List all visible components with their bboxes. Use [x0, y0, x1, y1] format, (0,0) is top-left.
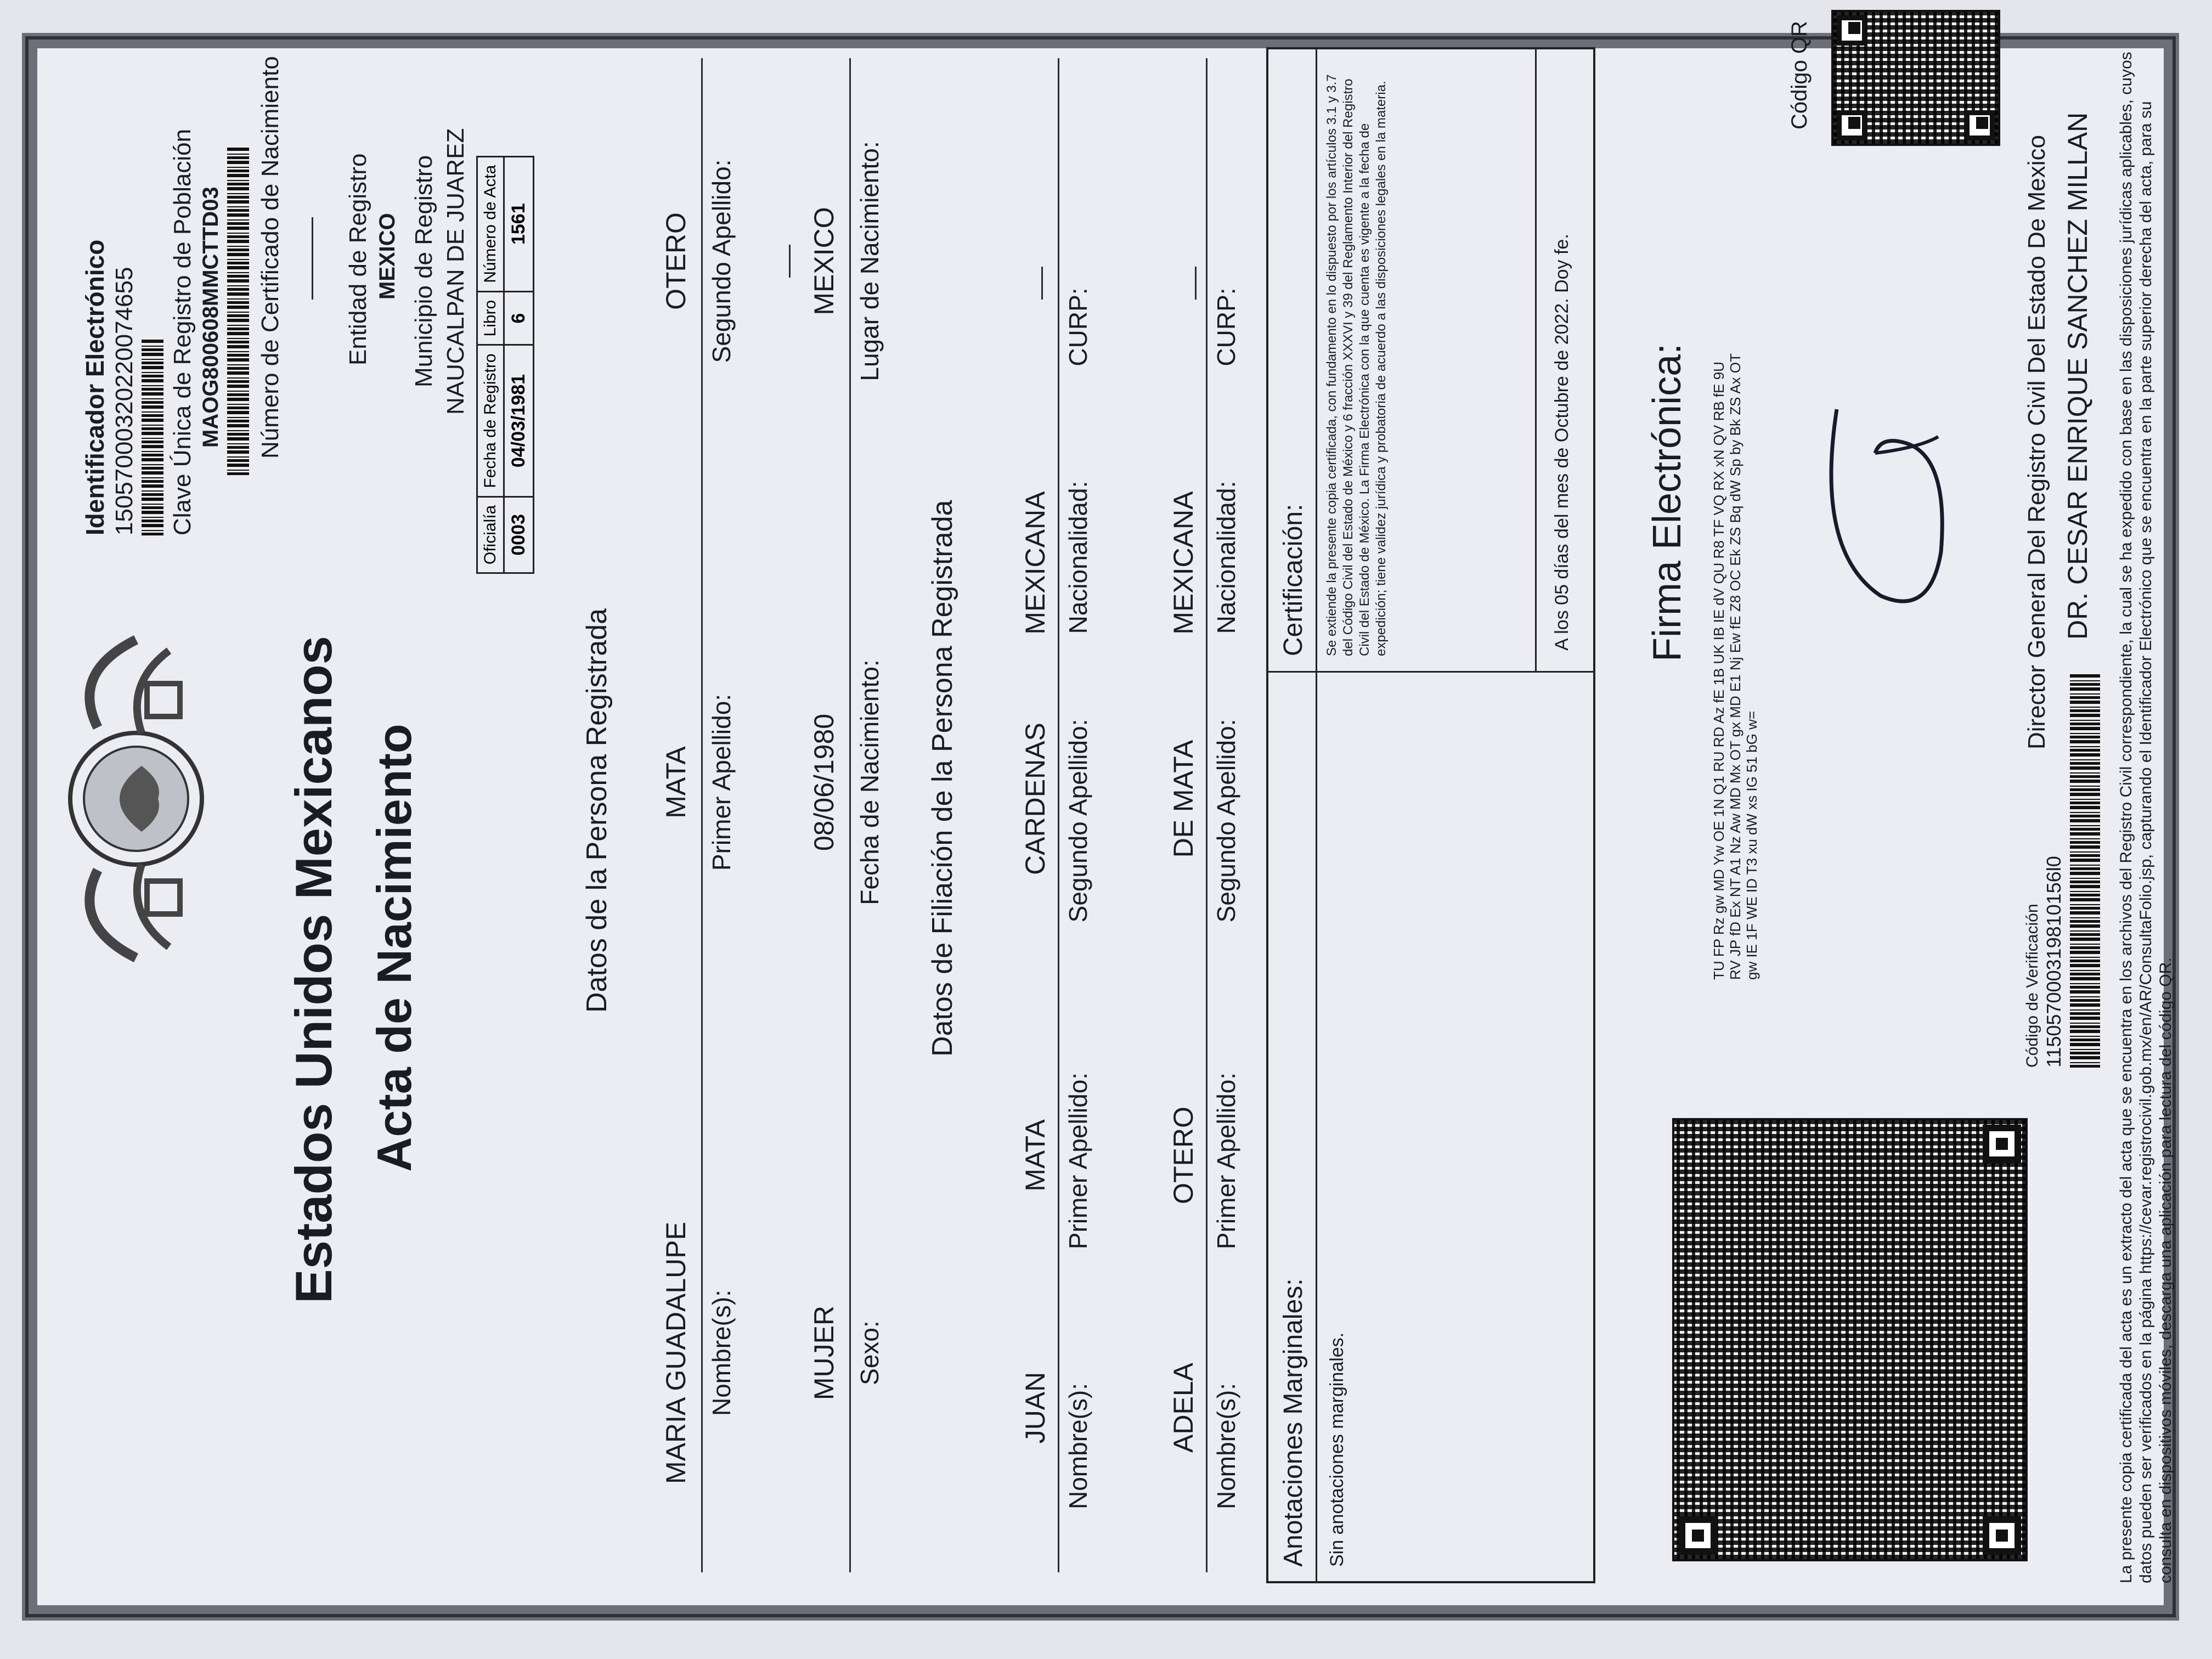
- registered-second-surname: OTERO: [661, 212, 691, 310]
- father-first-surname-label: Primer Apellido:: [1064, 1072, 1092, 1250]
- curp-label: Clave Única de Registro de Población: [169, 128, 196, 535]
- identifier-barcode: [142, 338, 163, 535]
- certification-title: Certificación:: [1279, 504, 1308, 656]
- mother-given-names: ADELA: [1168, 1363, 1199, 1453]
- record-number-column-header: Número de Acta: [477, 156, 504, 291]
- certification-text: Se extiende la presente copia certificada, con fundamento en lo dispuesto por los artículos 3.1 y 3.7 del Código Civil del Estado de México y 6 fracción XXXVI y 39 del Reglamento Interior del Registro Civil del Estado de México. La Firma Electrónica con la que cuenta es vigente a la fecha de expedición; tiene validez jurídica y probatoria de acuerdo a las disposiciones legales en la materia.: [1324, 74, 1389, 656]
- large-qr-code: [1672, 1118, 2028, 1561]
- father-curp-dash: [1041, 267, 1043, 300]
- registered-first-surname: MATA: [661, 746, 691, 819]
- birth-place-value: MEXICO: [809, 207, 839, 315]
- small-qr-code: [1831, 10, 2000, 146]
- record-number-value: 1561: [504, 156, 534, 291]
- father-nationality: MEXICANA: [1020, 491, 1051, 635]
- birth-date-value: 08/06/1980: [809, 713, 839, 851]
- book-column-header: Libro: [477, 291, 504, 345]
- registry-date-column-header: Fecha de Registro: [477, 345, 504, 496]
- verification-barcode: [2070, 673, 2100, 1068]
- electronic-signature-title: Firma Electrónica:: [1645, 343, 1689, 662]
- certification-date-rule: [1535, 47, 1537, 673]
- office-value: 0003: [504, 496, 534, 573]
- handwritten-signature-icon: [1820, 387, 1952, 618]
- footer-legal-note: La presente copia certificada del acta es un extracto del acta que se encuentra en los archivos del Registro Civil correspondiente, la cual se ha expedido con base en las disposiciones jurídicas aplicables, cuyos datos pueden ser verificados en la página https://cevar.registrocivil.gob.mx/en/AR/ConsultaFolio.jsp, capturando el Identificador Electrónico que se encuentra en la parte superior derecha del acta, para su consulta en dispositivos móviles, descarga una aplicación para lectura del código QR.: [2117, 52, 2175, 1583]
- registry-municipality-label: Municipio de Registro: [410, 155, 437, 387]
- registry-date-value: 04/03/1981: [504, 345, 534, 496]
- registry-data-table: [476, 156, 534, 574]
- filiation-section-title: Datos de Filiación de la Persona Registrada: [927, 500, 958, 1057]
- electronic-identifier-value: 15057000320220074655: [111, 267, 138, 535]
- registered-birth-rule: [849, 58, 851, 1572]
- mother-nationality: MEXICANA: [1168, 491, 1199, 635]
- father-second-surname: CARDENAS: [1020, 723, 1051, 875]
- electronic-identifier-label: Identificador Electrónico: [81, 239, 109, 535]
- mother-curp-label: CURP:: [1212, 287, 1240, 366]
- mother-curp-dash: [1195, 267, 1197, 300]
- mother-second-surname-label: Segundo Apellido:: [1212, 719, 1240, 923]
- document-title: Acta de Nacimiento: [367, 724, 421, 1172]
- verification-code-value: 115057000319810156l0: [2042, 856, 2065, 1068]
- registry-state-value: MEXICO: [375, 213, 399, 300]
- annotations-header-rule: [1316, 672, 1317, 1583]
- mother-nationality-label: Nacionalidad:: [1212, 481, 1240, 634]
- marginal-annotations-title: Anotaciones Marginales:: [1279, 1278, 1308, 1567]
- sex-value: MUJER: [809, 1305, 839, 1401]
- father-names-label: Nombre(s):: [1064, 1383, 1092, 1510]
- marginal-annotations-text: Sin anotaciones marginales.: [1327, 1332, 1347, 1567]
- given-names-label: Nombre(s):: [707, 1289, 736, 1417]
- father-curp-label: CURP:: [1064, 287, 1092, 366]
- country-title: Estados Unidos Mexicanos: [285, 635, 342, 1304]
- signatory-title: Director General Del Registro Civil Del Estado De Mexico: [2023, 135, 2050, 749]
- first-surname-label: Primer Apellido:: [707, 693, 736, 871]
- curp-barcode: [227, 146, 249, 475]
- birth-date-label: Fecha de Nacimiento:: [855, 659, 884, 905]
- registry-municipality-value: NAUCALPAN DE JUAREZ: [442, 128, 469, 415]
- father-nationality-label: Nacionalidad:: [1064, 481, 1092, 634]
- registered-given-names: MARIA GUADALUPE: [661, 1222, 691, 1484]
- coat-of-arms-emblem-icon: [48, 618, 229, 980]
- book-value: 6: [504, 291, 534, 345]
- signatory-name: DR. CESAR ENRIQUE SANCHEZ MILLAN: [2062, 112, 2093, 640]
- electronic-signature-string: TU FP Rz gw MD Yw OE 1N Q1 RU RD Az fE 1B UK IB IE dV QU R8 TF VQ RX xN QV RB fE 9U RV JP fD Ex NT A1 Nz Aw MD Mx OT gx MD E1 Nj Ew fE Z8 OC Ek ZS Bq dW Sp by Bk ZS Ax OT gw IE 1F WE ID T3 xu dW xs IG 51 bG w=: [1711, 353, 1760, 980]
- mother-rule: [1206, 58, 1207, 1572]
- verification-code-label: Código de Verificación: [2023, 904, 2041, 1068]
- certificate-number-line: [312, 217, 313, 300]
- second-surname-label: Segundo Apellido:: [707, 159, 736, 363]
- qr-code-label: Código QR: [1787, 21, 1812, 129]
- registry-state-label: Entidad de Registro: [345, 153, 371, 365]
- mother-names-label: Nombre(s):: [1212, 1383, 1240, 1510]
- registered-person-section-title: Datos de la Persona Registrada: [581, 608, 613, 1013]
- father-first-surname: MATA: [1020, 1119, 1051, 1192]
- registered-names-rule: [701, 58, 703, 1572]
- sex-label: Sexo:: [855, 1321, 884, 1385]
- dash-mark: [789, 245, 791, 278]
- office-column-header: Oficialía: [477, 496, 504, 573]
- father-given-names: JUAN: [1020, 1372, 1051, 1444]
- birth-certificate-page: [22, 21, 2179, 1621]
- mother-second-surname: DE MATA: [1168, 740, 1199, 858]
- certification-header-rule: [1316, 47, 1317, 673]
- mother-first-surname-label: Primer Apellido:: [1212, 1072, 1240, 1250]
- birth-place-label: Lugar de Nacimiento:: [855, 141, 884, 381]
- certification-date: A los 05 días del mes de Octubre de 2022. Doy fe.: [1551, 234, 1572, 651]
- mother-first-surname: OTERO: [1168, 1107, 1199, 1204]
- father-second-surname-label: Segundo Apellido:: [1064, 719, 1092, 923]
- birth-certificate-number-label: Número de Certificado de Nacimiento: [257, 56, 284, 459]
- curp-value: MAOG800608MMCTTD03: [199, 187, 223, 448]
- father-rule: [1058, 58, 1059, 1572]
